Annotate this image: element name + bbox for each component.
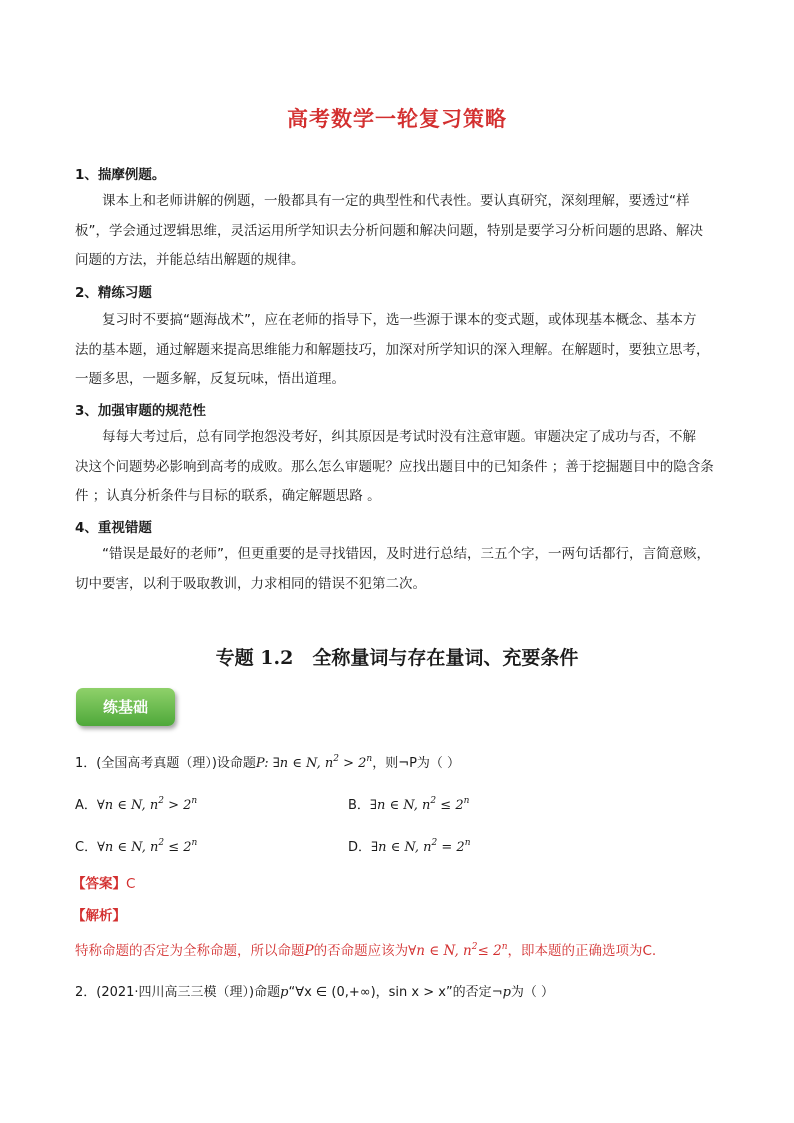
analysis-label: 【解析】 [72,908,126,924]
section-body-4 [75,540,730,599]
section-heading-4: 4、重视错题 [75,520,152,536]
section-1-line-1: 课本上和老师讲解的例题，一般都具有一定的典型性和代表性。要认真研究，深刻理解，要透过“样 [102,193,690,209]
topic-title: 专题 1.2 全称量词与存在量词、充要条件 [215,647,579,669]
option-a[interactable]: A．∀n ∈ N, $n^2 > 2^n$ [75,796,198,813]
question-1-stem [75,752,460,771]
answer-label: 【答案】 [72,876,126,892]
analysis-text: 特称命题的否定为全称命题，所以命题P的否命题应该为∀n ∈ N, $n^2\le 2^n$，即本题的正确选项为C. [75,942,657,959]
section-heading-1: 1、揣摩例题。 [75,167,166,183]
practice-badge: 练基础 [76,688,175,726]
answer-line [72,872,135,892]
question-1-suffix: ，则¬P为（ ） [372,756,461,771]
section-body-1 [75,187,730,276]
section-body-3 [75,423,730,512]
section-heading-2: 2、精练习题 [75,285,152,301]
question-2-stem: 2．(2021·四川高三三模（理）)命题p“∀x ∈ (0,+∞)，sin x > x”的否定¬p为（ ） [75,985,555,1000]
section-3-line-3: 件 ；认真分析条件与目标的联系，确定解题思路 。 [75,488,381,504]
section-heading-3: 3、加强审题的规范性 [75,403,206,419]
section-4-line-2: 切中要害，以利于吸取教训，力求相同的错误不犯第二次。 [75,575,426,592]
section-2-line-2: 法的基本题，通过解题来提高思维能力和解题技巧，加深对所学知识的深入理解。在解题时，要独立思考， [75,341,710,358]
option-c[interactable]: C．∀n ∈ N, $n^2 \le 2^n$ [75,838,198,855]
option-d[interactable]: D．∃n ∈ N, $n^2 = 2^n$ [348,838,471,855]
answer-value: C [126,876,136,892]
document-title: 高考数学一轮复习策略 [287,107,507,131]
section-2-line-1: 复习时不要搞“题海战术”，应在老师的指导下，选一些源于课本的变式题，或体现基本概念、基本方 [102,312,697,328]
option-b[interactable]: B．∃n ∈ N, $n^2 \le 2^n$ [348,796,470,813]
section-2-line-3: 一题多思，一题多解，反复玩味，悟出道理。 [75,371,345,387]
section-4-line-1: “错误是最好的老师”，但更重要的是寻找错因，及时进行总结，三五个字，一两句话都行，言简意赅， [102,546,710,562]
section-1-line-2: 板”，学会通过逻辑思维，灵活运用所学知识去分析问题和解决问题，特别是要学习分析问题的思路、解决 [75,222,703,239]
question-1-prefix: 1．(全国高考真题（理）)设命题 [75,756,256,771]
question-1-math: P: ∃n ∈ N, $n^2 > 2^n$ [255,754,373,771]
section-body-2 [75,306,730,395]
section-1-line-3: 问题的方法，并能总结出解题的规律。 [75,252,305,268]
section-3-line-1: 每每大考过后，总有同学抱怨没考好，纠其原因是考试时没有注意审题。审题决定了成功与否，不解 [102,429,696,445]
section-3-line-2: 决这个问题势必影响到高考的成败。那么怎么审题呢？应找出题目中的已知条件 ；善于挖掘题目中的隐含条 [75,458,714,475]
